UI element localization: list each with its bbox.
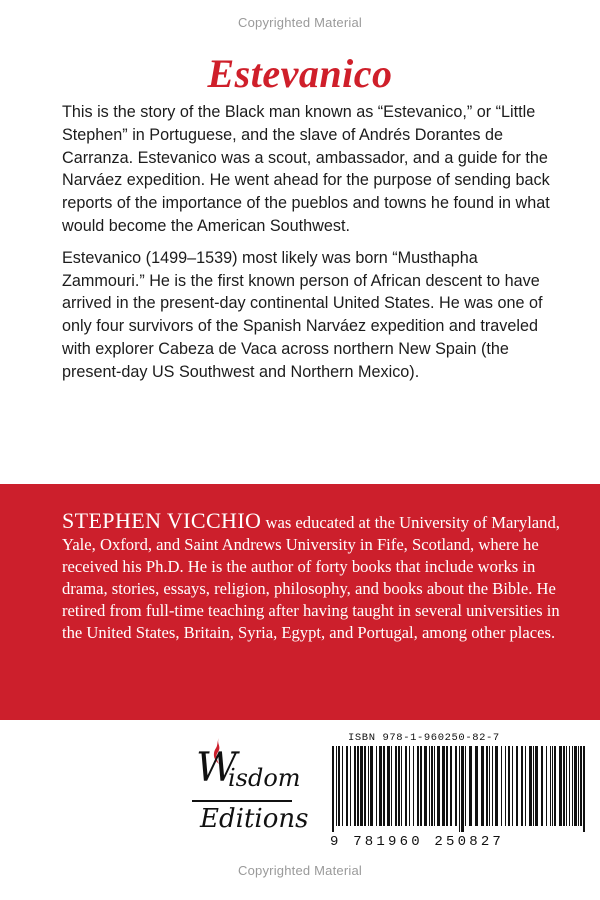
barcode-bar [395,746,397,826]
barcode-bar [574,746,577,826]
barcode-bar [529,746,532,826]
barcode-bar [336,746,337,826]
author-bio [62,510,572,644]
barcode-bar [434,746,435,826]
barcode-bar [550,746,551,826]
isbn-label: ISBN 978-1-960250-82-7 [348,732,500,744]
publisher-logo [186,738,309,848]
barcode-bar [391,746,392,826]
barcode-bar [459,746,460,832]
barcode-bar [370,746,373,826]
barcode-bar [569,746,570,826]
barcode-bar [495,746,498,826]
barcode-bar [505,746,506,826]
book-description [62,101,562,393]
barcode-bar [559,746,562,826]
barcode-bar [580,746,582,826]
barcode-bar [469,746,472,826]
barcode-icon [330,746,592,832]
barcode-bar [338,746,340,826]
barcode-bar [475,746,478,826]
barcode-bar [364,746,366,826]
barcode-bar [552,746,553,826]
barcode-bar [492,746,493,826]
barcode-bar [525,746,526,826]
copyright-watermark-bottom: Copyrighted Material [238,863,362,878]
author-bio-text: was educated at the University of Maryland, Yale, Oxford, and Saint Andrews University in Fife, Scotland, where he received his Ph.D. He is the author of forty books that include works in drama, stories, essays, religion, philosophy, and books about the Bible. He retired from full-time teaching after having taught in several universities in the United States, Britain, Syria, Egypt, and Portugal, among other places. [62,513,560,642]
barcode-bar [376,746,377,826]
author-name: STEPHEN VICCHIO [62,508,262,533]
barcode-bar [342,746,343,826]
barcode-bar [442,746,445,826]
publisher-logo-line2: Editions [200,804,309,834]
barcode-bar [489,746,490,826]
barcode-bar [501,746,502,826]
barcode-bar [481,746,484,826]
barcode-bar [546,746,547,826]
barcode-bar [405,746,407,826]
publisher-logo-initial: W [196,745,238,791]
barcode-bar [578,746,579,826]
publisher-logo-line1: isdom [228,764,301,792]
barcode-bar [383,746,385,826]
barcode-bar [360,746,363,826]
barcode-bar [346,746,348,826]
barcode-bar [541,746,543,826]
barcode-bar [387,746,390,826]
barcode-bar [450,746,452,826]
description-paragraph-2: Estevanico (1499–1539) most likely was born “Musthapha Zammouri.” He is the first known person of African descent to have arrived in the present-day continental United States. He was one of only four survivors of the Spanish Narváez expedition and traveled with explorer Cabeza de Vaca across northern New Spain (the present-day US Southwest and Northern Mexico). [62,248,543,381]
barcode-bar [486,746,488,826]
barcode-bar [521,746,523,826]
barcode-bar [420,746,422,826]
barcode-bar [465,746,466,826]
description-paragraph-1: This is the story of the Black man known as “Estevanico,” or “Little Stephen” in Portuguese, and the slave of Andrés Dorantes de Carranza. Estevanico was a scout, ambassador, and a guide for the Narváez expedition. He went ahead for the purpose of sending back reports of the importance of the pueblos and towns he found in what would become the American Southwest. [62,103,550,235]
barcode-bar [563,746,565,826]
barcode-bar [566,746,567,826]
barcode-bar [401,746,402,826]
barcode-bar [437,746,440,826]
barcode-bar [368,746,369,826]
barcode-digits: 9 781960 250827 [330,834,505,850]
barcode-bar [583,746,585,832]
barcode-bar [554,746,556,826]
book-title: Estevanico [207,51,393,96]
copyright-watermark-top: Copyrighted Material [238,15,362,30]
barcode-bar [379,746,382,826]
barcode-bar [417,746,419,826]
barcode-bar [409,746,410,826]
barcode-bar [357,746,359,826]
barcode-bar [446,746,448,826]
barcode-bar [413,746,414,826]
barcode-bar [535,746,538,826]
barcode-bar [516,746,518,826]
barcode-bar [461,746,464,832]
barcode-bar [332,746,334,832]
barcode-bar [572,746,573,826]
barcode-bar [533,746,534,826]
barcode-bar [350,746,351,826]
barcode-bar [455,746,457,826]
barcode-bar [424,746,427,826]
barcode-bar [508,746,510,826]
publisher-logo-rule [192,800,292,802]
barcode-bar [354,746,356,826]
barcode-bar [429,746,430,826]
barcode-bar [512,746,513,826]
barcode-bar [398,746,400,826]
barcode-bar [431,746,433,826]
